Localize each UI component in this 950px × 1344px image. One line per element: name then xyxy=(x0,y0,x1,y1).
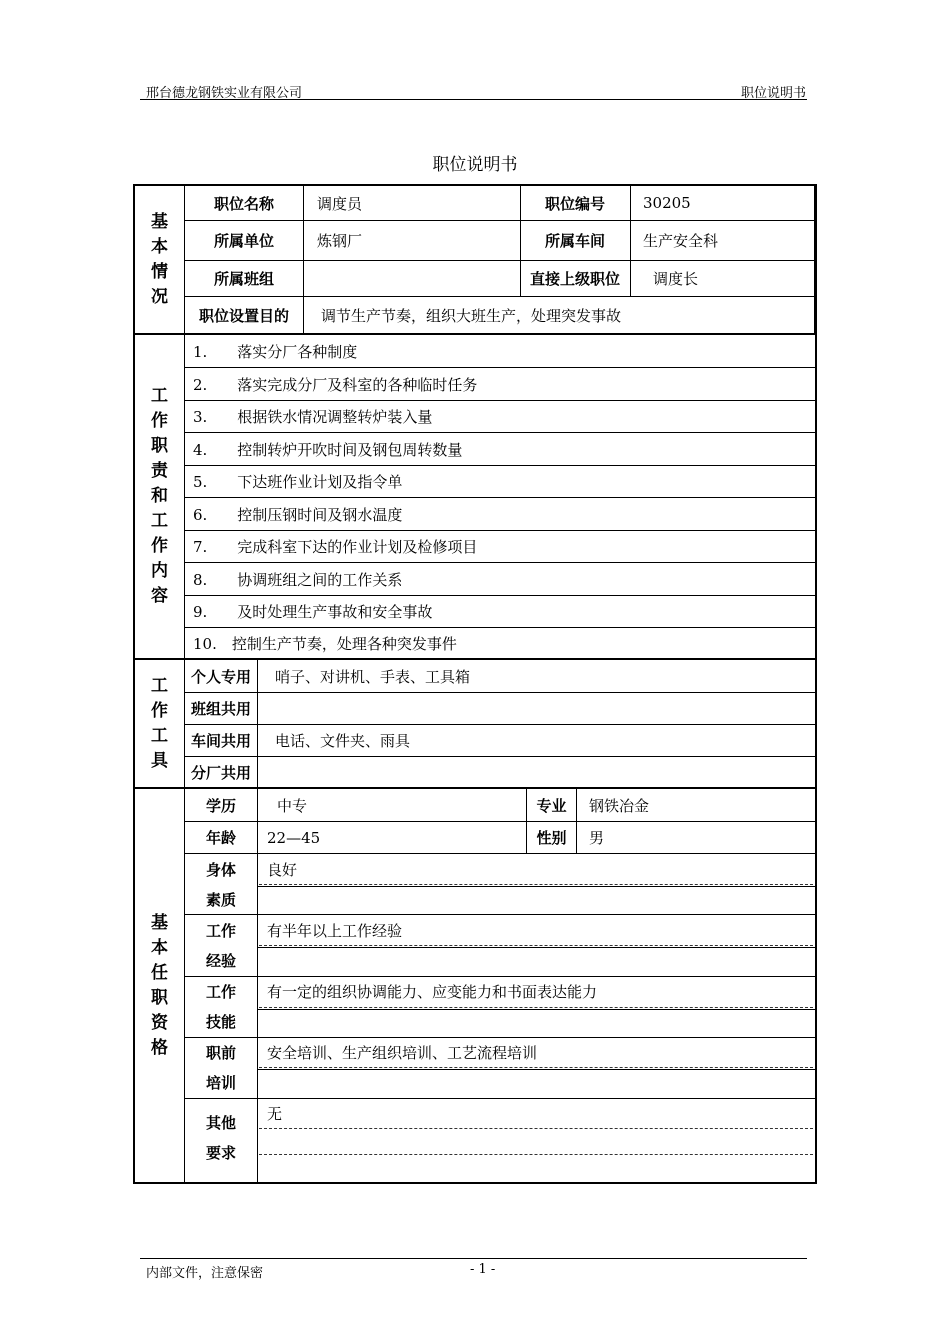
header-doc-type: 职位说明书 xyxy=(740,86,806,101)
team-label: 所属班组 xyxy=(213,270,274,288)
duty-item: 6. 控制压钢时间及钢水温度 xyxy=(193,505,403,524)
physical-label-1: 身体 xyxy=(205,860,236,879)
experience-value: 有半年以上工作经验 xyxy=(267,921,403,940)
gender-label: 性别 xyxy=(536,829,567,847)
tool-label: 车间共用 xyxy=(190,732,251,750)
footer-confidential: 内部文件，注意保密 xyxy=(146,1266,264,1281)
physical-label-2: 素质 xyxy=(205,890,236,909)
age-label: 年龄 xyxy=(205,829,236,847)
header-company: 邢台德龙钢铁实业有限公司 xyxy=(146,86,303,101)
tool-label: 班组共用 xyxy=(190,700,251,718)
duty-item: 4. 控制转炉开吹时间及钢包周转数量 xyxy=(193,440,463,459)
age-value: 22—45 xyxy=(267,828,321,847)
tool-value xyxy=(263,757,815,787)
duty-item: 5. 下达班作业计划及指令单 xyxy=(193,473,403,491)
tool-label: 个人专用 xyxy=(190,667,251,686)
unit-label: 所属单位 xyxy=(213,232,274,250)
duty-item: 10. 控制生产节奏，处理各种突发事件 xyxy=(193,634,457,653)
duty-item: 7. 完成科室下达的作业计划及检修项目 xyxy=(193,538,478,556)
purpose-value: 调节生产节奏，组织大班生产，处理突发事故 xyxy=(321,306,622,325)
workshop-label: 所属车间 xyxy=(544,232,605,250)
duties-section xyxy=(133,333,817,660)
position-code-label: 职位编号 xyxy=(544,194,605,213)
tool-value: 哨子、对讲机、手表、工具箱 xyxy=(275,667,471,686)
training-label-2: 培训 xyxy=(205,1073,236,1092)
position-name-value: 调度员 xyxy=(317,194,363,213)
gender-value: 男 xyxy=(589,829,605,847)
tools-heading: 工作工具 xyxy=(135,660,185,787)
page-title: 职位说明书 xyxy=(432,155,518,175)
header-rule xyxy=(140,99,807,100)
education-label: 学历 xyxy=(205,796,236,815)
unit-value: 炼钢厂 xyxy=(317,232,363,250)
position-name-label: 职位名称 xyxy=(213,194,274,213)
major-label: 专业 xyxy=(536,796,567,815)
duty-item: 8. 协调班组之间的工作关系 xyxy=(193,570,403,589)
training-label-1: 职前 xyxy=(205,1043,236,1062)
experience-label-2: 经验 xyxy=(205,951,236,970)
duty-item: 1. 落实分厂各种制度 xyxy=(193,342,358,361)
workshop-value: 生产安全科 xyxy=(643,232,719,250)
tools-section xyxy=(133,658,817,789)
superior-label: 直接上级职位 xyxy=(529,270,620,288)
tool-label: 分厂共用 xyxy=(190,763,251,782)
training-value: 安全培训、生产组织培训、工艺流程培训 xyxy=(267,1043,538,1062)
duty-item: 2. 落实完成分厂及科室的各种临时任务 xyxy=(193,375,478,394)
qualification-section xyxy=(133,787,817,1184)
skills-value: 有一定的组织协调能力、应变能力和书面表达能力 xyxy=(267,982,598,1001)
skills-label-1: 工作 xyxy=(205,982,236,1001)
duties-heading: 工作职责和工作内容 xyxy=(135,335,185,658)
purpose-label: 职位设置目的 xyxy=(198,306,289,325)
basic-info-heading: 基本情况 xyxy=(135,186,185,333)
footer-rule xyxy=(140,1258,807,1259)
duty-item: 9. 及时处理生产事故和安全事故 xyxy=(193,603,433,621)
major-value: 钢铁冶金 xyxy=(589,796,650,815)
other-value: 无 xyxy=(267,1104,283,1123)
other-label-2: 要求 xyxy=(205,1143,236,1162)
basic-info-section xyxy=(133,184,817,335)
physical-value: 良好 xyxy=(267,860,298,879)
position-code-value: 30205 xyxy=(643,194,691,212)
superior-value: 调度长 xyxy=(653,270,699,288)
tool-value: 电话、文件夹、雨具 xyxy=(275,732,411,750)
experience-label-1: 工作 xyxy=(205,921,236,940)
duty-item: 3. 根据铁水情况调整转炉装入量 xyxy=(193,408,433,426)
qualification-heading: 基本任职资格 xyxy=(135,789,185,1182)
tool-value xyxy=(263,693,815,724)
education-value: 中专 xyxy=(277,796,308,815)
page-number: - 1 - xyxy=(470,1262,496,1277)
team-value xyxy=(305,261,519,296)
other-label-1: 其他 xyxy=(205,1113,236,1132)
skills-label-2: 技能 xyxy=(205,1012,236,1031)
